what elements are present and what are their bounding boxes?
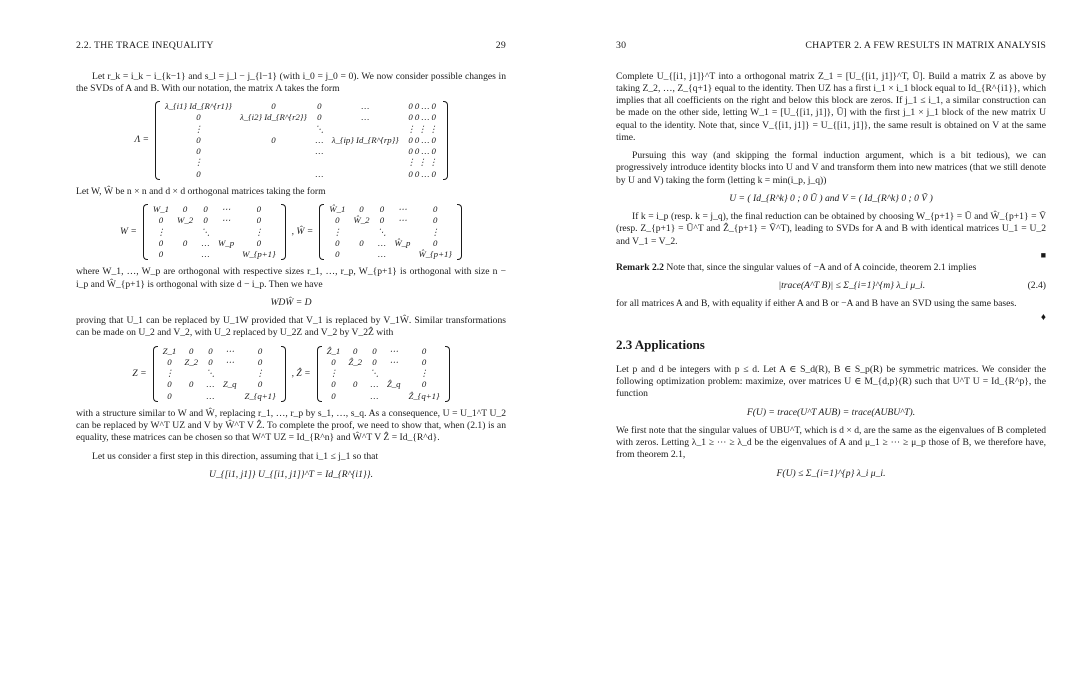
- section-header: 2.2. THE TRACE INEQUALITY: [76, 40, 214, 51]
- matrix-cell: [236, 124, 311, 135]
- matrix-row: [149, 215, 280, 226]
- paragraph: If k = i_p (resp. k = j_q), the final reduction can be obtained by choosing W_{p+1} = Ũ and Ŵ_{p+1} = Ṽ (resp. Z_{p+1} = Ũ^T and Ẑ_{p+1} = Ṽ^T), leading to SVDs for A and B with identical matrices U_1 = U_2 and V_1 = V_2.: [616, 211, 1046, 247]
- matrix-cell: ⋯: [221, 215, 231, 226]
- matrix-cell: 0: [196, 168, 201, 179]
- matrix-cell: Ẑ_1: [326, 345, 341, 356]
- matrix-cell: [349, 249, 373, 260]
- paragraph: where W_1, …, W_p are orthogonal with respective sizes r_1, …, r_p, W_{p+1} is orthogonal with size n − i_p and Ŵ_{p+1} is orthogonal with size d − i_p. Then we have: [76, 266, 506, 290]
- matrix-cell: [180, 368, 202, 379]
- matrix-cell: 0: [359, 237, 364, 248]
- matrix-cell: 0: [352, 345, 358, 356]
- w-equation: [76, 204, 506, 260]
- matrix-row: [323, 346, 444, 357]
- matrix-row: [159, 391, 280, 402]
- matrix-cell: ⋯: [225, 356, 235, 367]
- matrix-cell: λ_{i2} Id_{R^{r2}}: [239, 112, 307, 123]
- matrix-cell: 0 0 … 0: [408, 168, 436, 179]
- matrix-cell: [390, 227, 414, 238]
- matrix-cell: 0: [271, 101, 276, 112]
- matrix-cell: 0: [208, 356, 213, 367]
- matrix-cell: 0: [256, 215, 262, 226]
- matrix-cell: 0: [432, 215, 438, 226]
- matrix-cell: 0 0 … 0: [408, 146, 436, 157]
- matrix-cell: 0: [158, 215, 164, 226]
- matrix-cell: 0: [379, 215, 385, 226]
- matrix-row: [149, 238, 280, 249]
- matrix-cell: …: [370, 379, 379, 390]
- chapter-header: CHAPTER 2. A FEW RESULTS IN MATRIX ANALYSIS: [805, 40, 1046, 51]
- matrix-cell: ⋱: [370, 368, 379, 379]
- equation: WDŴ = D: [270, 296, 312, 308]
- page-number: 30: [616, 40, 627, 51]
- matrix-cell: 0: [331, 379, 336, 390]
- paragraph: Complete U_{[i1, j1]}^T into a orthogonal matrix Z_1 = [U_{[i1, j1]}^T, Ũ]. Build a matrix Z as above by taking Z_2, …, Z_{q+1} equal to the identity. Then UZ has a first i_1 × i_1 block equal to Id_{R^{i1}}, which implies that all coefficients on the right and below this block are zeros. If j_1 ≤ i_1, a similar construction can be made on the other side, letting W_1 = [U_{[i1, j1]}, Ũ] with the first j_1 × j_1 block of the new matrix U equal to the identity. Note that, since V_{[i1, j1]} = U_{[i1, j1]}, the same result is obtained on V at the same time.: [616, 70, 1046, 143]
- matrix-cell: Z_{q+1}: [244, 390, 276, 401]
- matrix-cell: …: [315, 146, 324, 157]
- matrix-cell: ⋱: [201, 226, 210, 237]
- matrix-cell: Z_1: [162, 345, 177, 356]
- matrix-cell: 0: [203, 215, 208, 226]
- equation-number: (2.4): [1027, 279, 1046, 291]
- matrix-cell: 0: [421, 356, 427, 367]
- matrix-row: [325, 249, 456, 260]
- matrix-cell: W_2: [177, 215, 194, 226]
- matrix-cell: [383, 391, 405, 402]
- matrix-row: [323, 379, 444, 390]
- matrix-cell: Ŵ_p: [394, 237, 411, 248]
- qed-mark: ■: [1040, 249, 1046, 260]
- remark-label: Remark 2.2: [616, 261, 664, 273]
- matrix-cell: 0: [158, 249, 164, 260]
- matrix-cell: 0: [208, 345, 213, 356]
- matrix-cell: Ŵ_{p+1}: [418, 249, 452, 260]
- matrix-cell: 0: [331, 390, 336, 401]
- page-number: 29: [495, 40, 506, 51]
- matrix-row: [161, 124, 442, 135]
- w-hat-matrix: [319, 204, 462, 260]
- matrix-cell: [173, 249, 197, 260]
- matrix-cell: 0: [335, 237, 340, 248]
- matrix-cell: ⋮: [329, 368, 338, 379]
- matrix-cell: W_p: [217, 237, 235, 248]
- matrix-cell: 0: [352, 379, 358, 390]
- matrix-cell: 0: [188, 379, 194, 390]
- matrix-row: [323, 368, 444, 379]
- matrix-cell: [214, 227, 238, 238]
- paragraph: We first note that the singular values of UBU^T, which is d × d, are the same as the eigenvalues of B completed with zeros. Letting λ_1 ≥ ⋯ ≥ λ_d be the eigenvalues of A and μ_1 ≥ ⋯ ≥ μ_p those of B, we therefore have, from theorem 2.1,: [616, 424, 1046, 461]
- z-matrix: [153, 346, 286, 402]
- matrix-cell: [383, 368, 405, 379]
- matrix-cell: ⋮: [419, 368, 429, 379]
- matrix-cell: 0: [167, 356, 172, 367]
- matrix-cell: ⋮: [430, 226, 440, 237]
- z-equation: [76, 346, 506, 402]
- matrix-cell: [219, 391, 241, 402]
- matrix-row: [159, 368, 280, 379]
- running-header-right: [616, 40, 1046, 53]
- matrix-cell: W_{p+1}: [242, 249, 276, 260]
- matrix-table: [161, 101, 442, 180]
- matrix-cell: [173, 227, 197, 238]
- matrix-cell: ⋯: [389, 356, 399, 367]
- paragraph: proving that U_1 can be replaced by U_1W provided that V_1 is replaced by V_1Ŵ. Similar transformations can be made on U_2 and V_2, with U_2 replaced by U_2Z and V_2 by V_2Ẑ with: [76, 315, 506, 339]
- matrix-cell: [236, 146, 311, 157]
- matrix-cell: [219, 368, 241, 379]
- matrix-cell: …: [206, 379, 215, 390]
- matrix-cell: ⋯: [397, 204, 407, 215]
- matrix-cell: ⋱: [377, 226, 387, 237]
- equation-label: , Ẑ =: [291, 367, 311, 379]
- matrix-row: [161, 157, 442, 168]
- matrix-cell: 0 0 … 0: [408, 134, 436, 145]
- equation: U = ( Id_{R^k} 0 ; 0 Ũ ) and V = ( Id_{R^k} 0 ; 0 Ṽ ): [729, 192, 933, 204]
- matrix-cell: 0: [432, 237, 438, 248]
- matrix-cell: …: [370, 390, 379, 401]
- remark-end-mark: ♦: [1040, 312, 1046, 324]
- matrix-cell: [344, 368, 366, 379]
- matrix-cell: 0: [372, 356, 377, 367]
- matrix-cell: …: [201, 249, 210, 260]
- matrix-row: [161, 146, 442, 157]
- matrix-cell: Ẑ_{q+1}: [408, 390, 440, 401]
- matrix-row: [149, 249, 280, 260]
- matrix-cell: [328, 124, 403, 135]
- matrix-cell: [311, 157, 328, 168]
- matrix-cell: λ_{ip} Id_{R^{rp}}: [331, 134, 399, 145]
- matrix-cell: ⋯: [225, 345, 235, 356]
- matrix-cell: 0: [158, 237, 164, 248]
- remark-text: Note that, since the singular values of −A and of A coincide, theorem 2.1 implies: [666, 261, 977, 273]
- equation: F(U) = trace(U^T AUB) = trace(AUBU^T).: [746, 406, 916, 418]
- matrix-cell: ⋮ ⋮ ⋮: [406, 123, 438, 134]
- left-page: [76, 40, 506, 487]
- matrix-cell: [236, 169, 311, 180]
- matrix-cell: 0: [421, 345, 427, 356]
- matrix-row: [323, 391, 444, 402]
- matrix-cell: Ẑ_q: [386, 379, 401, 390]
- matrix-cell: ⋮: [194, 123, 203, 134]
- matrix-cell: ⋯: [397, 215, 407, 226]
- matrix-cell: ⋮: [194, 157, 203, 168]
- matrix-cell: [214, 249, 238, 260]
- matrix-cell: …: [206, 390, 215, 401]
- matrix-cell: 0: [359, 204, 364, 215]
- equation: |trace(A^T B)| ≤ Σ_{i=1}^{m} λ_i μ_i.: [778, 279, 926, 291]
- matrix-cell: 0: [256, 237, 262, 248]
- matrix-cell: 0: [167, 379, 172, 390]
- matrix-cell: ⋯: [221, 204, 231, 215]
- matrix-cell: 0: [182, 237, 188, 248]
- matrix-cell: …: [378, 249, 386, 260]
- paragraph: Let W, Ŵ be n × n and d × d orthogonal matrices taking the form: [76, 185, 326, 197]
- paragraph: with a structure similar to W and Ŵ, replacing r_1, …, r_p by s_1, …, s_q. As a consequence, U = U_1^T U_2 can be replaced by W^T UZ and V by Ŵ^T V Ẑ. To complete the proof, we need to show that, when (2.1) is an equality, these matrices can be chosen so that W^T UZ = Id_{R^n} and Ŵ^T V Ẑ = Id_{R^d}.: [76, 407, 506, 444]
- matrix-cell: 0 0 … 0: [408, 101, 436, 112]
- paragraph: Let p and d be integers with p ≤ d. Let A ∈ S_d(R), B ∈ S_p(R) be symmetric matrices. We consider the following optimization problem: maximize, over matrices U ∈ M_{d,p}(R) such that U^T U = Id_{R^p}, the function: [616, 363, 1046, 400]
- matrix-cell: ⋮: [165, 368, 174, 379]
- matrix-cell: 0: [331, 356, 336, 367]
- matrix-cell: 0: [196, 134, 201, 145]
- matrix-row: [161, 169, 442, 180]
- matrix-cell: [236, 157, 311, 168]
- matrix-cell: 0: [167, 390, 172, 401]
- numbered-equation: [616, 280, 1046, 292]
- equation: U_{[i1, j1]} U_{[i1, j1]}^T = Id_{R^{i1}}.: [209, 468, 373, 480]
- matrix-cell: 0: [335, 215, 340, 226]
- matrix-cell: 0: [257, 345, 263, 356]
- matrix-cell: W_1: [152, 204, 170, 215]
- matrix-row: [161, 135, 442, 146]
- matrix-cell: …: [361, 112, 370, 123]
- matrix-cell: ⋮: [332, 226, 342, 237]
- matrix-cell: 0: [257, 379, 263, 390]
- matrix-cell: [390, 249, 414, 260]
- equation-label: Λ =: [134, 134, 149, 146]
- right-page: [616, 40, 1046, 486]
- matrix-cell: [328, 157, 403, 168]
- matrix-row: [161, 112, 442, 123]
- matrix-row: [161, 101, 442, 112]
- matrix-cell: ⋮: [254, 226, 264, 237]
- matrix-cell: 0: [335, 249, 340, 260]
- matrix-cell: 0 0 … 0: [408, 112, 436, 123]
- equation-label: , Ŵ =: [291, 226, 314, 238]
- paragraph: Let us consider a first step in this direction, assuming that i_1 ≤ j_1 so that: [92, 450, 379, 462]
- matrix-cell: …: [315, 168, 324, 179]
- matrix-cell: 0: [256, 204, 262, 215]
- matrix-cell: 0: [257, 356, 263, 367]
- matrix-cell: 0: [421, 379, 427, 390]
- w-matrix: [143, 204, 286, 260]
- matrix-cell: …: [378, 237, 386, 248]
- matrix-cell: [349, 227, 373, 238]
- matrix-cell: 0: [317, 101, 322, 112]
- matrix-row: [159, 346, 280, 357]
- matrix-cell: 0: [317, 112, 322, 123]
- matrix-cell: 0: [196, 146, 201, 157]
- matrix-cell: ⋮ ⋮ ⋮: [406, 157, 438, 168]
- matrix-cell: 0: [379, 204, 385, 215]
- matrix-cell: [328, 169, 403, 180]
- matrix-cell: Ẑ_2: [348, 356, 363, 367]
- matrix-cell: …: [315, 134, 324, 145]
- matrix-row: [325, 204, 456, 215]
- matrix-cell: 0: [196, 112, 201, 123]
- matrix-row: [159, 357, 280, 368]
- remark: [616, 262, 1046, 274]
- matrix-cell: ⋯: [389, 345, 399, 356]
- lambda-equation: [76, 101, 506, 180]
- equation-label: Z =: [132, 367, 147, 379]
- matrix-cell: [328, 146, 403, 157]
- matrix-cell: 0: [182, 204, 188, 215]
- matrix-row: [325, 227, 456, 238]
- matrix-cell: 0: [203, 204, 208, 215]
- matrix-cell: ⋮: [156, 226, 166, 237]
- matrix-cell: 0: [432, 204, 438, 215]
- matrix-cell: ⋮: [255, 368, 265, 379]
- equation: F(U) ≤ Σ_{i=1}^{p} λ_i μ_i.: [776, 467, 886, 479]
- paragraph: Pursuing this way (and skipping the formal induction argument, which is a bit tedious), we can progressively introduce identity blocks into U and V and transform them into new matrices (that we still denote by U and V) taking the form (letting k = min(i_p, j_q)): [616, 150, 1046, 186]
- matrix-row: [325, 238, 456, 249]
- matrix-cell: …: [201, 237, 210, 248]
- section-title: 2.3 Applications: [616, 337, 705, 353]
- paragraph: Let r_k = i_k − i_{k−1} and s_l = j_l − j_{l−1} (with i_0 = j_0 = 0). We now consider possible changes in the SVDs of A and B. With our notation, the matrix Λ takes the form: [76, 70, 506, 94]
- matrix-cell: ⋱: [314, 123, 324, 134]
- matrix-row: [159, 379, 280, 390]
- matrix-cell: [180, 391, 202, 402]
- matrix-row: [323, 357, 444, 368]
- matrix-cell: Z_2: [184, 356, 199, 367]
- z-hat-matrix: [317, 346, 450, 402]
- matrix-row: [149, 204, 280, 215]
- matrix-cell: …: [361, 101, 370, 112]
- matrix-cell: 0: [372, 345, 377, 356]
- matrix-cell: 0: [188, 345, 194, 356]
- paragraph: for all matrices A and B, with equality if either A and B or −A and B have an SVD using the same bases.: [616, 298, 1017, 310]
- running-header-left: [76, 40, 506, 53]
- matrix-cell: 0: [271, 134, 276, 145]
- lambda-matrix: [155, 101, 448, 180]
- matrix-cell: ⋱: [206, 368, 215, 379]
- matrix-cell: [344, 391, 366, 402]
- matrix-cell: λ_{i1} Id_{R^{r1}}: [164, 101, 232, 112]
- matrix-row: [149, 227, 280, 238]
- matrix-cell: Ŵ_1: [329, 204, 346, 215]
- equation-label: W =: [120, 226, 137, 238]
- matrix-cell: Z_q: [222, 379, 237, 390]
- matrix-row: [325, 215, 456, 226]
- matrix-cell: Ŵ_2: [353, 215, 370, 226]
